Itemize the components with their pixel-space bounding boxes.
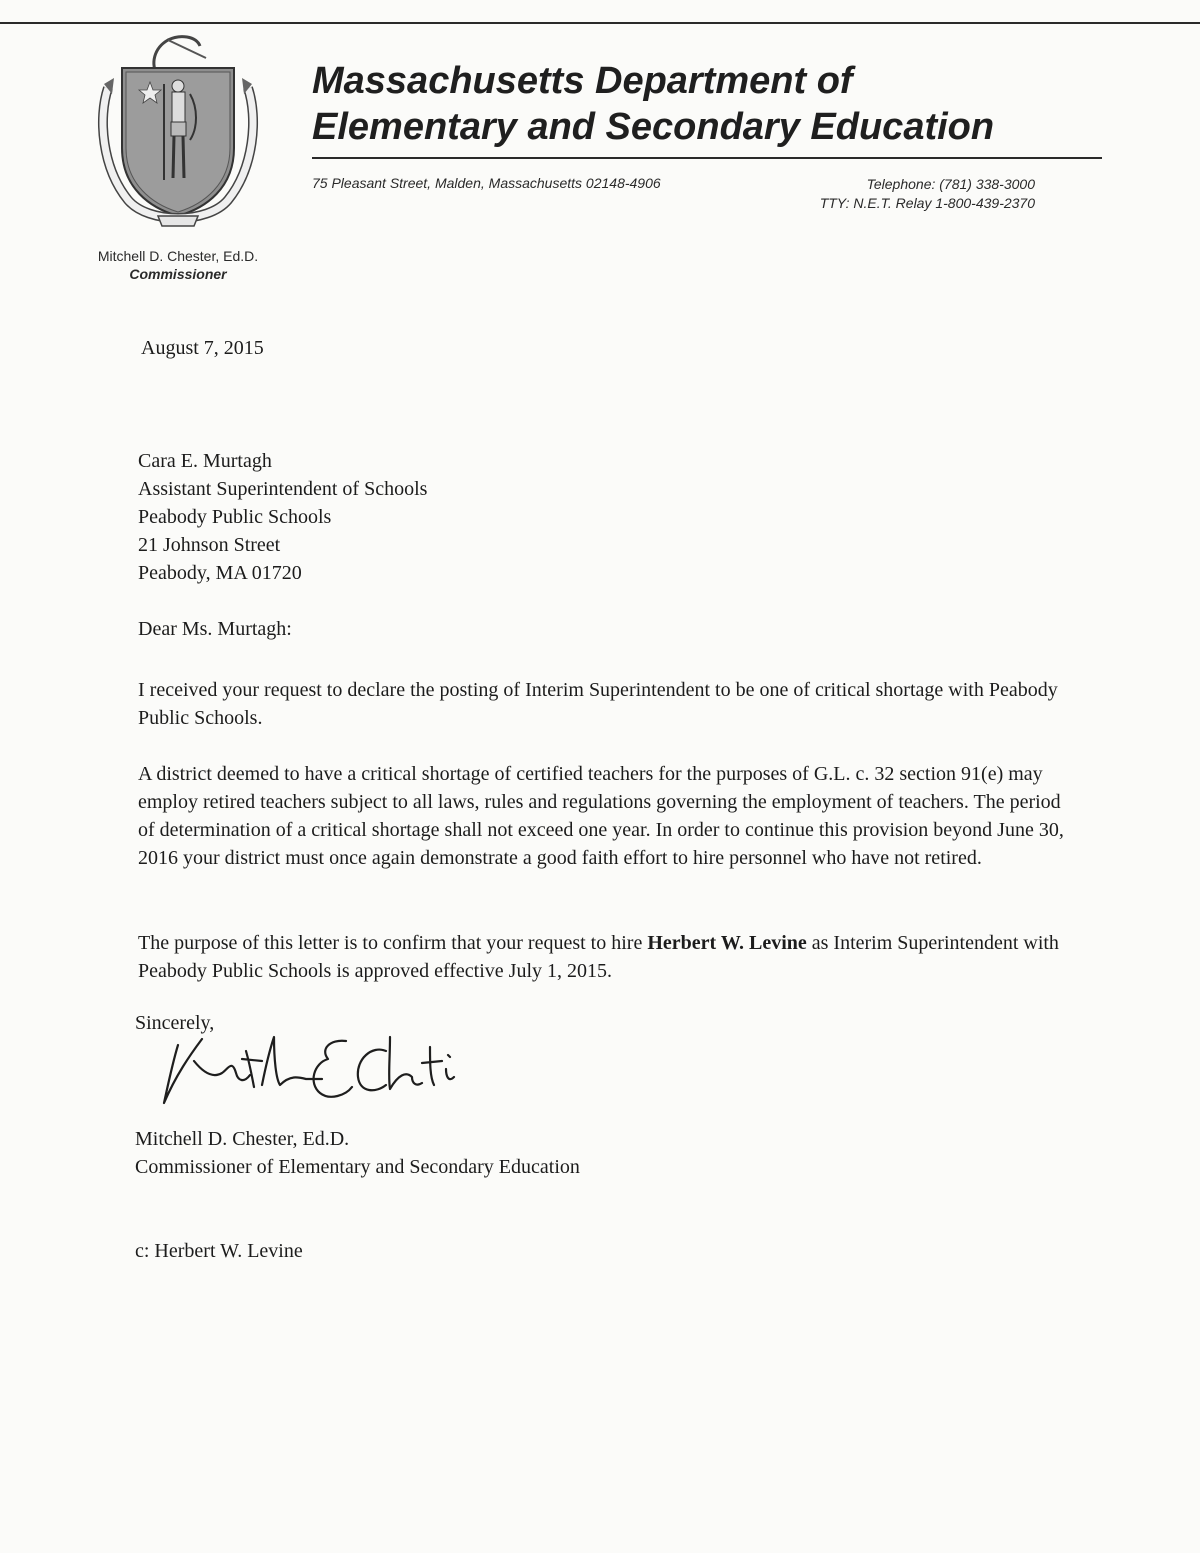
recipient-line: Peabody, MA 01720	[138, 562, 302, 584]
agency-address: 75 Pleasant Street, Malden, Massachusetts 02148-4906	[312, 175, 661, 191]
handwritten-signature	[150, 1015, 480, 1115]
tty-relay: TTY: N.E.T. Relay 1-800-439-2370	[819, 195, 1035, 211]
body-paragraph-3	[138, 929, 1068, 985]
agency-name-line-1: Massachusetts Department of	[312, 60, 853, 102]
telephone: Telephone: (781) 338-3000	[866, 176, 1035, 192]
paragraph-3-text: The purpose of this letter is to confirm that your request to hire	[138, 932, 648, 954]
top-border-rule	[0, 22, 1200, 24]
agency-name	[312, 58, 1092, 150]
recipient-address	[138, 447, 427, 587]
signer-name: Mitchell D. Chester, Ed.D.	[135, 1128, 350, 1150]
recipient-line: 21 Johnson Street	[138, 534, 281, 556]
salutation: Dear Ms. Murtagh:	[138, 618, 292, 640]
carbon-copy: c: Herbert W. Levine	[135, 1240, 303, 1262]
closing: Sincerely,	[135, 1012, 215, 1034]
body-paragraph-1: I received your request to declare the posting of Interim Superintendent to be one of critical shortage with Peabody Public Schools.	[138, 679, 1058, 729]
paragraph-3-text-end: as Interim Superintendent with Peabody Public Schools is approved effective July 1, 2015.	[138, 932, 1059, 982]
recipient-line: Assistant Superintendent of Schools	[138, 478, 428, 500]
signature-block	[135, 1125, 580, 1181]
agency-name-line-2: Elementary and Secondary Education	[312, 106, 995, 148]
recipient-line: Cara E. Murtagh	[138, 450, 272, 472]
hire-name: Herbert W. Levine	[647, 932, 807, 954]
header-rule	[312, 157, 1102, 159]
signer-title: Commissioner of Elementary and Secondary Education	[135, 1156, 580, 1178]
recipient-line: Peabody Public Schools	[138, 506, 332, 528]
state-seal-icon	[88, 28, 268, 236]
commissioner-title: Commissioner	[129, 266, 227, 282]
body-paragraph-2: A district deemed to have a critical shortage of certified teachers for the purposes of G.L. c. 32 section 91(e) may employ retired teachers subject to all laws, rules and regulations governing the employment of teachers. The period of determination of a critical shortage shall not exceed one year. In order to continue this provision beyond June 30, 2016 your district must once again demonstrate a good faith effort to hire personnel who have not retired.	[138, 763, 1064, 869]
agency-phones	[820, 175, 1035, 213]
letter-date: August 7, 2015	[141, 337, 264, 359]
commissioner-name: Mitchell D. Chester, Ed.D.	[97, 248, 259, 264]
commissioner-block	[80, 247, 276, 283]
